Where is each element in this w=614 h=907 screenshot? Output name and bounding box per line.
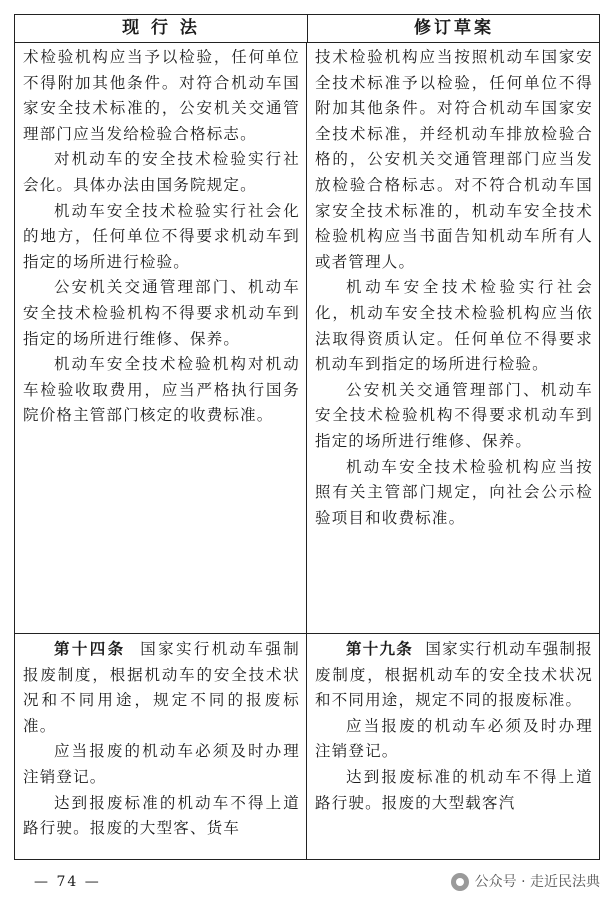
- header-current-law: 现 行 法: [15, 15, 308, 42]
- paragraph: 机动车安全技术检验实行社会化，机动车安全技术检验机构应当依法取得资质认定。任何单位不得要求机动车到指定的场所进行检验。: [315, 278, 593, 374]
- comparison-table: [14, 14, 600, 860]
- paragraph: [23, 636, 300, 739]
- current-law-cell: [15, 634, 307, 859]
- watermark: [451, 870, 600, 894]
- paragraph: 术检验机构应当予以检验，任何单位不得附加其他条件。对符合机动车国家安全技术标准的，公安机关交通管理部门应当发给检验合格标志。: [23, 48, 300, 143]
- table-header: [15, 15, 599, 43]
- watermark-text: 公众号 · 走近民法典: [474, 874, 600, 890]
- article-number: 第十四条: [54, 639, 126, 658]
- paragraph: 机动车安全技术检验机构应当按照有关主管部门规定，向社会公示检验项目和收费标准。: [315, 457, 593, 527]
- current-law-cell: [15, 43, 307, 633]
- draft-amendment-cell: [307, 634, 599, 859]
- table-row: [15, 43, 599, 634]
- header-draft-amendment: 修订草案: [414, 18, 494, 38]
- paragraph: 机动车安全技术检验机构对机动车检验收取费用，应当严格执行国务院价格主管部门核定的收费标准。: [23, 355, 300, 425]
- table-row: [15, 634, 599, 859]
- paragraph: 达到报废标准的机动车不得上道路行驶。报废的大型载客汽: [315, 767, 593, 812]
- paragraph: 公安机关交通管理部门、机动车安全技术检验机构不得要求机动车到指定的场所进行维修、保养。: [315, 380, 593, 450]
- wechat-icon: [451, 873, 469, 891]
- paragraph: 技术检验机构应当按照机动车国家安全技术标准予以检验，任何单位不得附加其他条件。对符合机动车国家安全技术标准，并经机动车排放检验合格的，公安机关交通管理部门应当发放检验合格标志。对不符合机动车国家安全技术标准的，机动车安全技术检验机构应当书面告知机动车所有人或者管理人。: [315, 48, 593, 271]
- page-number: — 74 —: [34, 874, 101, 890]
- paragraph: 对机动车的安全技术检验实行社会化。具体办法由国务院规定。: [23, 150, 300, 194]
- page-footer: [0, 870, 614, 900]
- paragraph: [315, 636, 593, 714]
- article-number: 第十九条: [346, 639, 414, 658]
- paragraph: 应当报废的机动车必须及时办理注销登记。: [23, 742, 300, 786]
- draft-amendment-cell: [307, 43, 599, 633]
- paragraph-text: 国家实行机动车强制报废制度，根据机动车的安全技术状况和不同用途，规定不同的报废标准。: [315, 640, 593, 710]
- paragraph: 公安机关交通管理部门、机动车安全技术检验机构不得要求机动车到指定的场所进行维修、保养。: [23, 278, 300, 348]
- paragraph: 机动车安全技术检验实行社会化的地方，任何单位不得要求机动车到指定的场所进行检验。: [23, 201, 300, 271]
- paragraph-text: 国家实行机动车强制报废制度，根据机动车的安全技术状况和不同用途，规定不同的报废标准。: [23, 640, 300, 735]
- paragraph: 应当报废的机动车必须及时办理注销登记。: [315, 716, 593, 761]
- paragraph: 达到报废标准的机动车不得上道路行驶。报废的大型客、货车: [23, 793, 300, 838]
